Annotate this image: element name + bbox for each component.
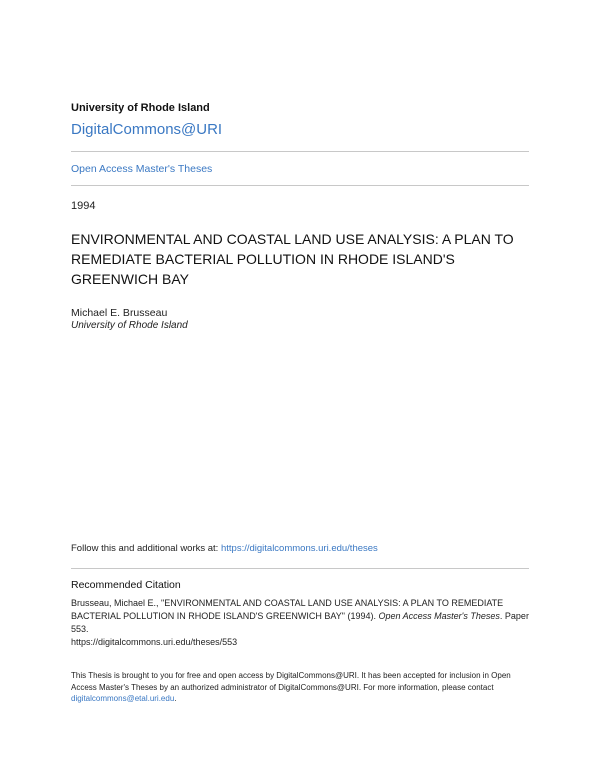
citation-body: Brusseau, Michael E., "ENVIRONMENTAL AND COASTAL LAND USE ANALYSIS: A PLAN TO REMEDIATE BACTERIAL POLLUTION IN RHODE ISLAND'S GREENWICH BAY" (1994). [71,598,504,621]
notice-text: This Thesis is brought to you for free and open access by DigitalCommons@URI. It has been accepted for inclusion in Open Access Master's Theses by an authorized administrator of DigitalCommons@URI. For more information, please contact [71,671,511,692]
contact-email-link[interactable]: digitalcommons@etal.uri.edu [71,694,175,703]
follow-text: Follow this and additional works at: [71,543,221,554]
thesis-title: ENVIRONMENTAL AND COASTAL LAND USE ANALYSIS: A PLAN TO REMEDIATE BACTERIAL POLLUTION IN RHODE ISLAND'S GREENWICH BAY [71,231,514,287]
publication-year: 1994 [71,200,96,212]
citation-text [71,597,529,649]
divider [71,568,529,569]
notice-end: . [174,694,177,703]
citation-url: https://digitalcommons.uri.edu/theses/553 [71,637,238,647]
institution-name: University of Rhode Island [71,102,210,114]
author-name: Michael E. Brusseau [71,307,168,319]
author-affiliation: University of Rhode Island [71,320,188,331]
citation-journal: Open Access Master's Theses [378,611,500,621]
recommended-citation-heading: Recommended Citation [71,579,181,591]
collection-link[interactable]: Open Access Master's Theses [71,163,213,175]
citation-paper: . Paper 553. [71,611,529,634]
divider [71,151,529,152]
divider [71,185,529,186]
follow-line [71,543,378,554]
access-notice [71,670,529,705]
repository-link[interactable]: DigitalCommons@URI [71,121,223,138]
follow-link[interactable]: https://digitalcommons.uri.edu/theses [220,543,378,554]
